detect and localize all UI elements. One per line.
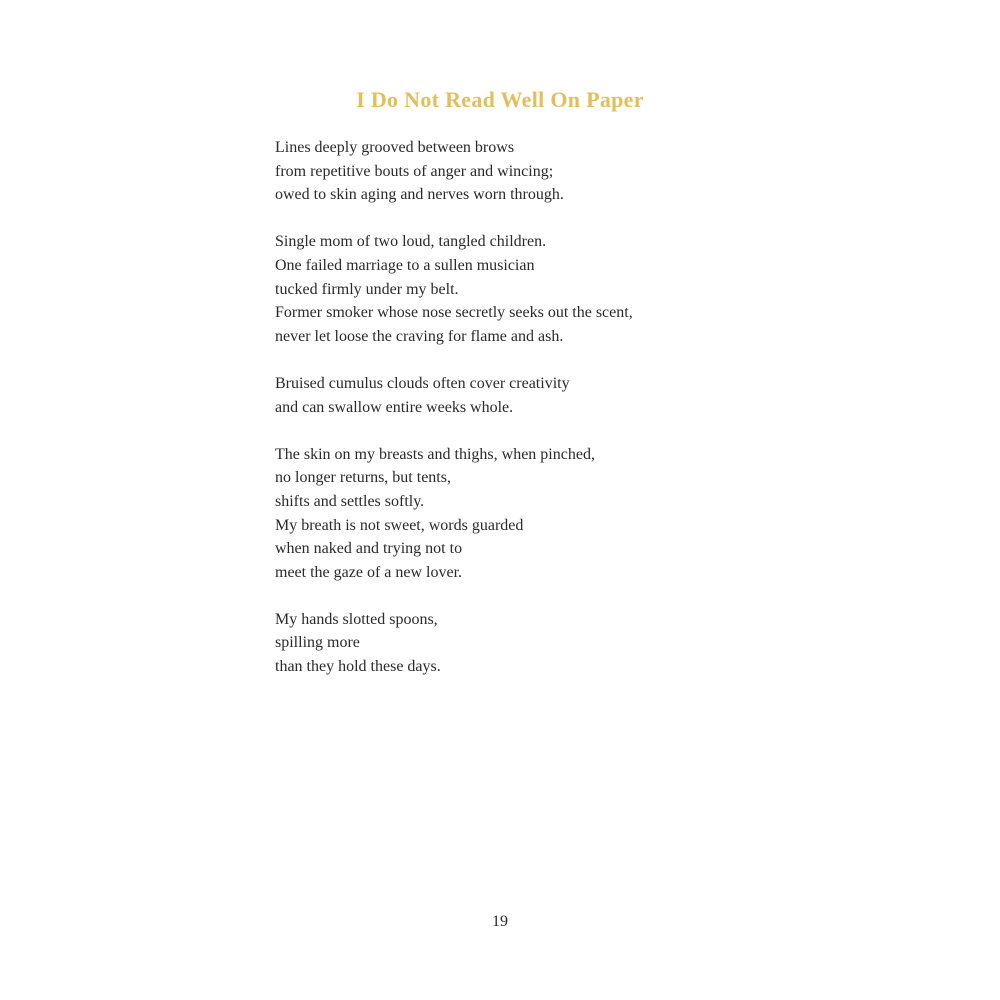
poem-line: owed to skin aging and nerves worn through. [275, 186, 564, 204]
poem-line: meet the gaze of a new lover. [275, 563, 463, 581]
poem-body [275, 136, 735, 702]
poem-stanza [275, 136, 735, 207]
poem-stanza [275, 230, 735, 348]
poem-line: never let loose the craving for flame and ash. [275, 327, 564, 345]
poem-line: when naked and trying not to [275, 540, 463, 558]
poem-line: tucked firmly under my belt. [275, 280, 459, 298]
poem-stanza [275, 608, 735, 679]
poem-line: shifts and settles softly. [275, 492, 425, 510]
poem-line: than they hold these days. [275, 658, 441, 676]
poem-line: My hands slotted spoons, [275, 610, 438, 628]
poem-line: One failed marriage to a sullen musician [275, 256, 535, 274]
poem-line: and can swallow entire weeks whole. [275, 398, 514, 416]
poem-stanza [275, 443, 735, 585]
poem-line: Single mom of two loud, tangled children. [275, 233, 547, 251]
poem-line: Bruised cumulus clouds often cover creativity [275, 374, 570, 392]
poem-line: The skin on my breasts and thighs, when pinched, [275, 445, 595, 463]
page-number: 19 [492, 913, 508, 930]
poem-line: no longer returns, but tents, [275, 469, 451, 487]
poem-line: from repetitive bouts of anger and wincing; [275, 162, 554, 180]
poem-line: My breath is not sweet, words guarded [275, 516, 524, 534]
poem-line: Lines deeply grooved between brows [275, 139, 515, 156]
poem-line: Former smoker whose nose secretly seeks out the scent, [275, 304, 633, 322]
poem-title: I Do Not Read Well On Paper [356, 87, 644, 112]
poem-stanza [275, 372, 735, 419]
poem-line: spilling more [275, 634, 360, 652]
